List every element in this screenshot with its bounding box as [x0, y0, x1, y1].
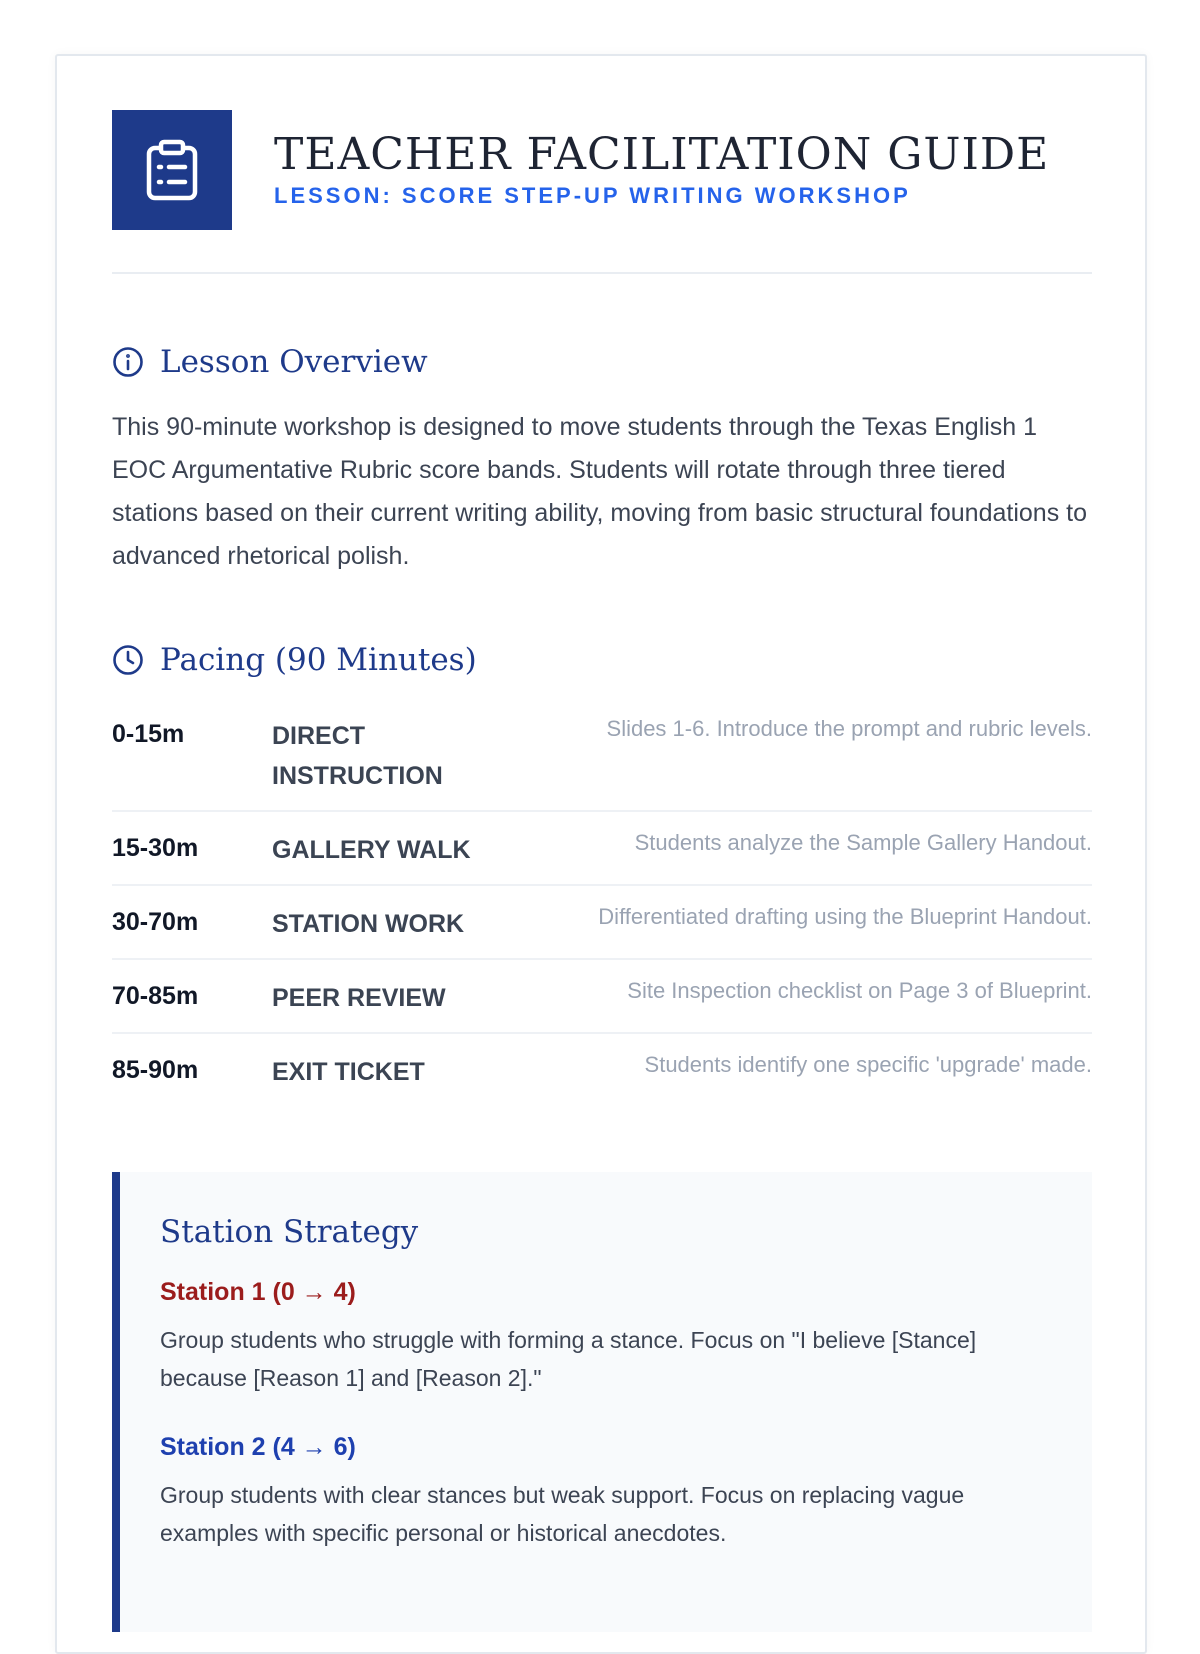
- station-1-name: Station 1 (0 → 4): [160, 1278, 356, 1306]
- pacing-row: [112, 1034, 1092, 1106]
- overview-paragraph: This 90-minute workshop is designed to move students through the Texas English 1 EOC Argumentative Rubric score bands. Students will rotate through three tiered stations based on their current writing ability, moving from basic structural foundations to advanced rhetorical polish.: [112, 413, 1087, 570]
- pacing-table: [112, 698, 1092, 1106]
- pacing-description: Students identify one specific 'upgrade' made.: [644, 1052, 1092, 1077]
- overview-heading-text: Lesson Overview: [160, 344, 428, 380]
- pacing-row: [112, 886, 1092, 960]
- pacing-description: Slides 1-6. Introduce the prompt and rubric levels.: [606, 716, 1092, 741]
- station-1-description: Group students who struggle with forming a stance. Focus on "I believe [Stance] because [Reason 1] and [Reason 2].": [160, 1327, 977, 1391]
- logo-badge: [112, 110, 232, 230]
- guide-card: [55, 54, 1147, 1654]
- guide-content: [112, 110, 1092, 1632]
- clipboard-icon: [144, 139, 200, 201]
- pacing-description: Differentiated drafting using the Blueprint Handout.: [598, 904, 1092, 929]
- station-2: [160, 1433, 1052, 1552]
- pacing-description: Students analyze the Sample Gallery Handout.: [634, 830, 1092, 855]
- info-icon: [112, 346, 144, 378]
- pacing-row: [112, 698, 1092, 812]
- station-2-name: Station 2 (4 → 6): [160, 1433, 356, 1461]
- pacing-time: 15-30m: [112, 834, 199, 862]
- overview-heading: [112, 344, 1092, 380]
- lesson-subtitle: LESSON: SCORE STEP-UP WRITING WORKSHOP: [274, 183, 911, 208]
- header-titles: [274, 131, 1049, 209]
- station-strategy-panel: [112, 1172, 1092, 1632]
- header-divider: [112, 272, 1092, 274]
- clock-icon: [112, 644, 144, 676]
- pacing-time: 70-85m: [112, 982, 199, 1010]
- pacing-time: 85-90m: [112, 1056, 199, 1084]
- pacing-label: EXIT TICKET: [272, 1058, 425, 1086]
- pacing-heading: [112, 642, 1092, 678]
- page-title: TEACHER FACILITATION GUIDE: [274, 129, 1050, 180]
- station-2-description: Group students with clear stances but weak support. Focus on replacing vague examples with specific personal or historical anecdotes.: [160, 1482, 965, 1546]
- pacing-time: 0-15m: [112, 720, 185, 748]
- pacing-time: 30-70m: [112, 908, 199, 936]
- pacing-label: PEER REVIEW: [272, 984, 446, 1012]
- pacing-label: STATION WORK: [272, 910, 465, 938]
- pacing-label: GALLERY WALK: [272, 836, 471, 864]
- guide-header: [112, 110, 1092, 230]
- station-1: [160, 1278, 1052, 1397]
- strategy-heading: Station Strategy: [160, 1214, 419, 1250]
- pacing-description: Site Inspection checklist on Page 3 of Blueprint.: [627, 978, 1092, 1003]
- pacing-row: [112, 960, 1092, 1034]
- pacing-row: [112, 812, 1092, 886]
- pacing-label: DIRECT INSTRUCTION: [272, 722, 443, 790]
- pacing-heading-text: Pacing (90 Minutes): [160, 642, 477, 678]
